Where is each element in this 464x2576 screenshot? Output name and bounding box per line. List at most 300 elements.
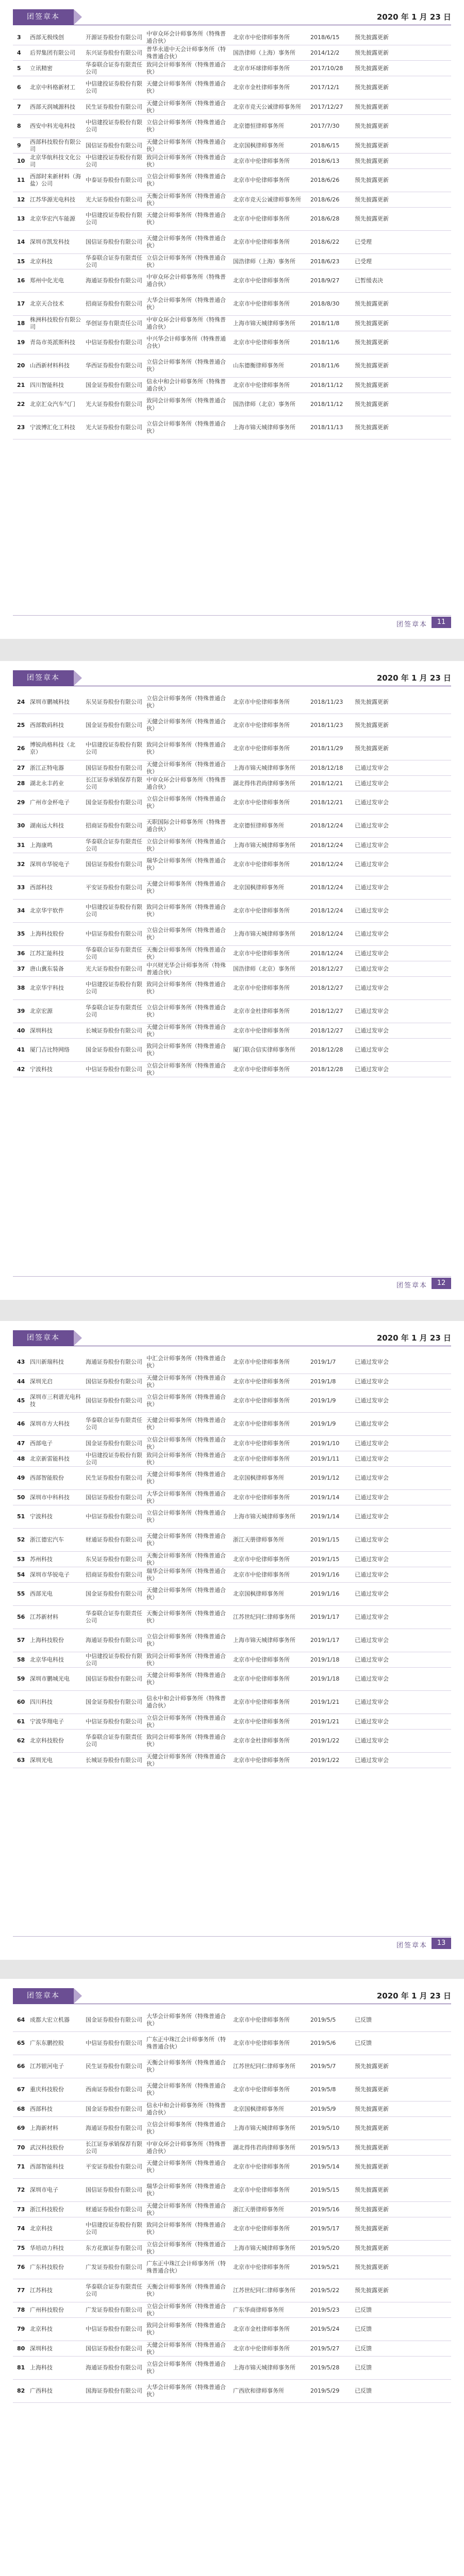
table-row: [13, 1714, 451, 1730]
cell-company: 江苏科技: [28, 2279, 84, 2302]
cell-status: 已通过发审会: [353, 815, 451, 838]
cell-accountant: 致同会计师事务所（特殊普通合伙）: [145, 61, 231, 76]
cell-status: 预先披露更新: [353, 293, 451, 316]
cell-law-firm: 北京市中伦律师事务所: [231, 853, 309, 876]
table-row: [13, 1374, 451, 1389]
cell-no: 53: [13, 1552, 28, 1567]
cell-company: 广州科技股份: [28, 2302, 84, 2318]
cell-status: 预先披露更新: [353, 416, 451, 439]
cell-date: 2018/12/24: [309, 900, 353, 923]
cell-company: 广西科技: [28, 2380, 84, 2403]
cell-accountant: 瑞华会计师事务所（特殊普通合伙）: [145, 2179, 231, 2202]
cell-company: 北京华宏汽车能源: [28, 208, 84, 231]
cell-company: 西部智能股份: [28, 1467, 84, 1490]
cell-accountant: 天健会计师事务所（特殊普通合伙）: [145, 1583, 231, 1606]
cell-accountant: 天健会计师事务所（特殊普通合伙）: [145, 208, 231, 231]
cell-no: 4: [13, 45, 28, 61]
table-row: [13, 838, 451, 853]
document-page: [0, 0, 464, 639]
cell-sponsor: 东吴证券股份有限公司: [84, 691, 145, 714]
cell-no: 13: [13, 208, 28, 231]
cell-company: 湖南远大科技: [28, 815, 84, 838]
cell-status: 已反馈: [353, 2009, 451, 2032]
cell-no: 22: [13, 393, 28, 416]
cell-status: 已通过发审会: [353, 1714, 451, 1730]
cell-company: 厦门吉比特网络: [28, 1039, 84, 1062]
cell-no: 49: [13, 1467, 28, 1490]
cell-date: 2018/6/26: [309, 192, 353, 208]
cell-no: 27: [13, 760, 28, 776]
cell-law-firm: 北京市中伦律师事务所: [231, 2256, 309, 2279]
cell-law-firm: 北京德恒律师事务所: [231, 815, 309, 838]
page-gap: [0, 1960, 464, 1979]
cell-date: 2019/1/16: [309, 1567, 353, 1583]
cell-company: 立讯精密: [28, 61, 84, 76]
cell-company: 北京宏源: [28, 1000, 84, 1023]
cell-accountant: 立信会计师事务所（特殊普通合伙）: [145, 923, 231, 946]
cell-status: 预先披露更新: [353, 2279, 451, 2302]
cell-date: 2018/12/28: [309, 1062, 353, 1077]
cell-no: 33: [13, 876, 28, 900]
cell-no: 63: [13, 1753, 28, 1768]
cell-law-firm: 北京市中伦律师事务所: [231, 1668, 309, 1691]
page-footer: [13, 1276, 451, 1291]
cell-status: 已通过发审会: [353, 838, 451, 853]
cell-status: 已通过发审会: [353, 1552, 451, 1567]
table-row: [13, 1567, 451, 1583]
cell-accountant: 天健会计师事务所（特殊普通合伙）: [145, 1529, 231, 1552]
cell-no: 35: [13, 923, 28, 946]
table-row: [13, 923, 451, 946]
table-row: [13, 714, 451, 737]
header-date: 2020 年 1 月 23 日: [376, 1991, 451, 2001]
cell-status: 预先披露更新: [353, 2256, 451, 2279]
cell-no: 58: [13, 1652, 28, 1668]
cell-sponsor: 招商证券股份有限公司: [84, 1567, 145, 1583]
cell-law-firm: 北京市中伦律师事务所: [231, 1374, 309, 1389]
cell-company: 北京天合技术: [28, 293, 84, 316]
table-row: [13, 2256, 451, 2279]
footer-divider: [13, 1276, 451, 1277]
cell-accountant: 天衡会计师事务所（特殊普通合伙）: [145, 1606, 231, 1629]
table-row: [13, 2055, 451, 2078]
cell-law-firm: 北京德恒律师事务所: [231, 115, 309, 138]
cell-sponsor: 国金证券股份有限公司: [84, 2102, 145, 2117]
cell-no: 24: [13, 691, 28, 714]
table-row: [13, 2241, 451, 2256]
cell-accountant: 立信会计师事务所（特殊普通合伙）: [145, 791, 231, 815]
cell-status: 已通过发审会: [353, 1529, 451, 1552]
table-row: [13, 1467, 451, 1490]
cell-company: 郑州中化光电: [28, 269, 84, 293]
table-row: [13, 1652, 451, 1668]
cell-law-firm: 北京市中伦律师事务所: [231, 791, 309, 815]
table-row: [13, 99, 451, 115]
cell-accountant: 中审众环会计师事务所（特殊普通合伙）: [145, 776, 231, 791]
table-row: [13, 977, 451, 1000]
cell-status: 预先披露更新: [353, 138, 451, 154]
cell-law-firm: 山东德衡律师事务所: [231, 354, 309, 378]
cell-law-firm: 江苏世纪同仁律师事务所: [231, 1606, 309, 1629]
cell-accountant: 致同会计师事务所（特殊普通合伙）: [145, 737, 231, 760]
table-row: [13, 2009, 451, 2032]
table-row: [13, 760, 451, 776]
cell-company: 浙江德宏汽车: [28, 1529, 84, 1552]
cell-status: 预先披露更新: [353, 2179, 451, 2202]
cell-no: 10: [13, 154, 28, 169]
cell-company: 深圳市华锐电子: [28, 1567, 84, 1583]
table-row: [13, 1451, 451, 1467]
cell-no: 37: [13, 961, 28, 977]
cell-date: 2019/1/15: [309, 1552, 353, 1567]
cell-sponsor: 财通证券股份有限公司: [84, 1529, 145, 1552]
cell-law-firm: 北京市中伦律师事务所: [231, 331, 309, 354]
cell-sponsor: 中信证券股份有限公司: [84, 2032, 145, 2055]
cell-company: 湖北永丰药业: [28, 776, 84, 791]
cell-status: 已通过发审会: [353, 760, 451, 776]
cell-date: 2019/5/22: [309, 2279, 353, 2302]
cell-status: 预先披露更新: [353, 2156, 451, 2179]
cell-status: 已通过发审会: [353, 1583, 451, 1606]
cell-status: 已反馈: [353, 2032, 451, 2055]
cell-no: 39: [13, 1000, 28, 1023]
cell-date: 2018/6/23: [309, 254, 353, 269]
cell-accountant: 中汇会计师事务所（特殊普通合伙）: [145, 1351, 231, 1374]
cell-accountant: 立信会计师事务所（特殊普通合伙）: [145, 169, 231, 192]
cell-status: 已通过发审会: [353, 1039, 451, 1062]
cell-law-firm: 国浩律师（北京）事务所: [231, 961, 309, 977]
table-row: [13, 2078, 451, 2102]
cell-company: 上海新材料: [28, 2117, 84, 2140]
cell-company: 北京科技股份: [28, 1730, 84, 1753]
cell-status: 已通过发审会: [353, 1691, 451, 1714]
table-row: [13, 946, 451, 961]
cell-sponsor: 华泰联合证券有限责任公司: [84, 2279, 145, 2302]
cell-company: 成都大宏立机器: [28, 2009, 84, 2032]
page-header: [13, 9, 451, 25]
cell-accountant: 致同会计师事务所（特殊普通合伙）: [145, 1039, 231, 1062]
cell-accountant: 信永中和会计师事务所（特殊普通合伙）: [145, 1691, 231, 1714]
cell-accountant: 致同会计师事务所（特殊普通合伙）: [145, 2217, 231, 2241]
cell-no: 15: [13, 254, 28, 269]
cell-no: 66: [13, 2055, 28, 2078]
table-row: [13, 1583, 451, 1606]
cell-company: 北京华宇科技: [28, 977, 84, 1000]
cell-sponsor: 中信建投证券股份有限公司: [84, 154, 145, 169]
cell-no: 48: [13, 1451, 28, 1467]
cell-no: 9: [13, 138, 28, 154]
cell-date: 2019/5/16: [309, 2202, 353, 2217]
cell-status: 已通过发审会: [353, 1606, 451, 1629]
cell-law-firm: 北京市中伦律师事务所: [231, 231, 309, 254]
cell-accountant: 天健会计师事务所（特殊普通合伙）: [145, 1467, 231, 1490]
cell-status: 已通过发审会: [353, 1389, 451, 1413]
cell-date: 2019/5/6: [309, 2032, 353, 2055]
page-gap: [0, 639, 464, 661]
cell-accountant: 立信会计师事务所（特殊普通合伙）: [145, 1062, 231, 1077]
cell-no: 76: [13, 2256, 28, 2279]
cell-status: 预先披露更新: [353, 115, 451, 138]
cell-sponsor: 华泰联合证券有限责任公司: [84, 1000, 145, 1023]
table-row: [13, 331, 451, 354]
table-row: [13, 2357, 451, 2380]
cell-accountant: 致同会计师事务所（特殊普通合伙）: [145, 1652, 231, 1668]
cell-no: 50: [13, 1490, 28, 1505]
table-row: [13, 1023, 451, 1039]
cell-accountant: 天健会计师事务所（特殊普通合伙）: [145, 760, 231, 776]
table-row: [13, 269, 451, 293]
cell-sponsor: 中信建投证券股份有限公司: [84, 737, 145, 760]
cell-company: 浙江正特电器: [28, 760, 84, 776]
registry-table: [13, 2009, 451, 2403]
cell-company: 上海科技股份: [28, 923, 84, 946]
table-row: [13, 2318, 451, 2341]
cell-law-firm: 湖北得伟君尚律师事务所: [231, 776, 309, 791]
cell-accountant: 大华会计师事务所（特殊普通合伙）: [145, 2009, 231, 2032]
cell-company: 北京科技: [28, 2318, 84, 2341]
cell-law-firm: 北京市中伦律师事务所: [231, 1413, 309, 1436]
cell-no: 71: [13, 2156, 28, 2179]
cell-law-firm: 上海市锦天城律师事务所: [231, 923, 309, 946]
cell-date: 2019/1/11: [309, 1451, 353, 1467]
cell-law-firm: 北京市中伦律师事务所: [231, 1567, 309, 1583]
cell-no: 8: [13, 115, 28, 138]
table-row: [13, 2302, 451, 2318]
cell-date: 2019/1/7: [309, 1351, 353, 1374]
cell-date: 2018/12/21: [309, 791, 353, 815]
cell-sponsor: 中信证券股份有限公司: [84, 2318, 145, 2341]
footer-label: 团签章本: [396, 1942, 427, 1950]
cell-sponsor: 广发证券股份有限公司: [84, 2302, 145, 2318]
cell-company: 西部科技: [28, 876, 84, 900]
cell-law-firm: 北京市中伦律师事务所: [231, 2032, 309, 2055]
cell-status: 预先披露更新: [353, 331, 451, 354]
cell-status: 预先披露更新: [353, 2055, 451, 2078]
cell-sponsor: 中信建投证券股份有限公司: [84, 900, 145, 923]
cell-no: 54: [13, 1567, 28, 1583]
cell-sponsor: 长江证券承销保荐有限公司: [84, 776, 145, 791]
cell-law-firm: 上海市锦天城律师事务所: [231, 416, 309, 439]
cell-status: 预先披露更新: [353, 737, 451, 760]
cell-no: 68: [13, 2102, 28, 2117]
cell-sponsor: 国金证券股份有限公司: [84, 378, 145, 393]
cell-law-firm: 北京市中伦律师事务所: [231, 208, 309, 231]
cell-sponsor: 华泰联合证券有限责任公司: [84, 1606, 145, 1629]
page-number: 12: [432, 1278, 451, 1289]
cell-sponsor: 国信证券股份有限公司: [84, 1389, 145, 1413]
cell-accountant: 中兴华会计师事务所（特殊普通合伙）: [145, 331, 231, 354]
cell-no: 16: [13, 269, 28, 293]
cell-sponsor: 民生证券股份有限公司: [84, 99, 145, 115]
cell-sponsor: 华泰联合证券有限责任公司: [84, 1413, 145, 1436]
page-footer: [13, 1936, 451, 1951]
cell-company: 北京华电科技: [28, 1652, 84, 1668]
cell-no: 14: [13, 231, 28, 254]
table-row: [13, 1351, 451, 1374]
cell-status: 已反馈: [353, 2357, 451, 2380]
cell-date: 2019/5/15: [309, 2179, 353, 2202]
cell-date: 2019/5/7: [309, 2055, 353, 2078]
table-row: [13, 2341, 451, 2357]
cell-date: 2019/5/13: [309, 2140, 353, 2156]
cell-sponsor: 华泰联合证券有限责任公司: [84, 838, 145, 853]
cell-date: 2019/1/9: [309, 1389, 353, 1413]
table-row: [13, 416, 451, 439]
cell-sponsor: 西南证券股份有限公司: [84, 2078, 145, 2102]
cell-sponsor: 中信建投证券股份有限公司: [84, 208, 145, 231]
cell-law-firm: 北京市中伦律师事务所: [231, 977, 309, 1000]
cell-company: 深圳市凯发科技: [28, 231, 84, 254]
header-date: 2020 年 1 月 23 日: [376, 12, 451, 22]
cell-no: 18: [13, 316, 28, 331]
cell-accountant: 立信会计师事务所（特殊普通合伙）: [145, 416, 231, 439]
cell-law-firm: 北京市中伦律师事务所: [231, 293, 309, 316]
header-date: 2020 年 1 月 23 日: [376, 1333, 451, 1343]
cell-no: 19: [13, 331, 28, 354]
cell-no: 61: [13, 1714, 28, 1730]
footer-divider: [13, 1936, 451, 1937]
cell-law-firm: 国浩律师（北京）事务所: [231, 393, 309, 416]
cell-accountant: 天衡会计师事务所（特殊普通合伙）: [145, 2279, 231, 2302]
table-row: [13, 1753, 451, 1768]
cell-law-firm: 北京市中伦律师事务所: [231, 2078, 309, 2102]
table-row: [13, 853, 451, 876]
cell-accountant: 天衡会计师事务所（特殊普通合伙）: [145, 192, 231, 208]
cell-law-firm: 江苏世纪同仁律师事务所: [231, 2055, 309, 2078]
table-row: [13, 1000, 451, 1023]
cell-accountant: 立信会计师事务所（特殊普通合伙）: [145, 354, 231, 378]
cell-sponsor: 东方花旗证券有限公司: [84, 2241, 145, 2256]
cell-company: 广东科技股份: [28, 2256, 84, 2279]
cell-company: 宁波博汇化工科技: [28, 416, 84, 439]
cell-status: 已通过发审会: [353, 791, 451, 815]
table-row: [13, 393, 451, 416]
cell-date: 2018/12/24: [309, 946, 353, 961]
cell-status: 预先披露更新: [353, 99, 451, 115]
cell-company: 山西新材料科技: [28, 354, 84, 378]
header-date: 2020 年 1 月 23 日: [376, 673, 451, 683]
cell-sponsor: 民生证券股份有限公司: [84, 1467, 145, 1490]
table-row: [13, 1505, 451, 1529]
cell-date: 2019/5/17: [309, 2217, 353, 2241]
cell-date: 2019/1/14: [309, 1490, 353, 1505]
cell-sponsor: 中信建投证券股份有限公司: [84, 1451, 145, 1467]
cell-status: 预先披露更新: [353, 2140, 451, 2156]
cell-company: 上海康鸣: [28, 838, 84, 853]
page-header: [13, 1330, 451, 1346]
cell-no: 64: [13, 2009, 28, 2032]
page-number: 11: [432, 617, 451, 628]
cell-sponsor: 光大证券股份有限公司: [84, 393, 145, 416]
cell-sponsor: 华泰联合证券有限责任公司: [84, 61, 145, 76]
cell-status: 已通过发审会: [353, 1436, 451, 1451]
cell-date: 2019/5/27: [309, 2341, 353, 2357]
cell-status: 预先披露更新: [353, 691, 451, 714]
cell-date: 2018/12/24: [309, 923, 353, 946]
cell-law-firm: 北京市中伦律师事务所: [231, 2156, 309, 2179]
cell-date: 2019/1/18: [309, 1652, 353, 1668]
cell-law-firm: 湖北得伟君尚律师事务所: [231, 2140, 309, 2156]
table-row: [13, 1629, 451, 1652]
cell-date: 2018/6/22: [309, 231, 353, 254]
table-row: [13, 1039, 451, 1062]
cell-date: 2018/6/26: [309, 169, 353, 192]
cell-no: 32: [13, 853, 28, 876]
cell-law-firm: 北京市金杜律师事务所: [231, 1000, 309, 1023]
cell-sponsor: 海通证券股份有限公司: [84, 2357, 145, 2380]
cell-sponsor: 华泰联合证券有限责任公司: [84, 946, 145, 961]
cell-status: 已通过发审会: [353, 1652, 451, 1668]
cell-sponsor: 国信证券股份有限公司: [84, 138, 145, 154]
cell-date: 2018/9/27: [309, 269, 353, 293]
page-gap: [0, 1300, 464, 1321]
cell-date: 2019/5/28: [309, 2357, 353, 2380]
cell-accountant: 天健会计师事务所（特殊普通合伙）: [145, 99, 231, 115]
cell-no: 40: [13, 1023, 28, 1039]
cell-company: 深圳科技: [28, 1023, 84, 1039]
cell-company: 西部无极线创: [28, 30, 84, 45]
cell-status: 已通过发审会: [353, 977, 451, 1000]
cell-sponsor: 国金证券股份有限公司: [84, 791, 145, 815]
cell-company: 西部时来新材料（海盐）公司: [28, 169, 84, 192]
cell-status: 预先披露更新: [353, 714, 451, 737]
cell-no: 30: [13, 815, 28, 838]
cell-company: 青岛市英派斯科技: [28, 331, 84, 354]
cell-law-firm: 北京市中伦律师事务所: [231, 900, 309, 923]
cell-no: 20: [13, 354, 28, 378]
cell-date: 2019/1/21: [309, 1714, 353, 1730]
cell-sponsor: 东吴证券股份有限公司: [84, 1552, 145, 1567]
table-row: [13, 2202, 451, 2217]
cell-company: 深圳市鹏城科技: [28, 691, 84, 714]
cell-company: 广州市金杯电子: [28, 791, 84, 815]
cell-accountant: 立信会计师事务所（特殊普通合伙）: [145, 254, 231, 269]
cell-no: 72: [13, 2179, 28, 2202]
cell-date: 2019/1/12: [309, 1467, 353, 1490]
cell-no: 25: [13, 714, 28, 737]
cell-law-firm: 上海市锦天城律师事务所: [231, 2117, 309, 2140]
cell-no: 77: [13, 2279, 28, 2302]
cell-law-firm: 北京市中伦律师事务所: [231, 946, 309, 961]
cell-date: 2019/1/14: [309, 1505, 353, 1529]
page-number: 13: [432, 1938, 451, 1949]
footer-label: 团签章本: [396, 621, 427, 629]
cell-law-firm: 北京市金杜律师事务所: [231, 76, 309, 99]
cell-company: 西部智能科技: [28, 2156, 84, 2179]
cell-company: 北京新雷能科技: [28, 1451, 84, 1467]
cell-status: 已受理: [353, 254, 451, 269]
cell-status: 预先披露更新: [353, 2078, 451, 2102]
cell-status: 已通过发审会: [353, 1490, 451, 1505]
cell-accountant: 天健会计师事务所（特殊普通合伙）: [145, 714, 231, 737]
cell-company: 博锐尚格科技（北京）: [28, 737, 84, 760]
table-row: [13, 1490, 451, 1505]
cell-law-firm: 北京市中伦律师事务所: [231, 1436, 309, 1451]
cell-sponsor: 中信建投证券股份有限公司: [84, 977, 145, 1000]
table-row: [13, 776, 451, 791]
cell-no: 51: [13, 1505, 28, 1529]
cell-company: 江苏银河电子: [28, 2055, 84, 2078]
cell-company: 深圳市华锐电子: [28, 853, 84, 876]
cell-sponsor: 长江证券承销保荐有限公司: [84, 2140, 145, 2156]
cell-law-firm: 上海市锦天城律师事务所: [231, 838, 309, 853]
cell-date: 2019/1/21: [309, 1691, 353, 1714]
cell-sponsor: 东兴证券股份有限公司: [84, 45, 145, 61]
cell-status: 已通过发审会: [353, 900, 451, 923]
cell-status: 已通过发审会: [353, 1753, 451, 1768]
cell-law-firm: 北京市中伦律师事务所: [231, 1023, 309, 1039]
cell-sponsor: 民生证券股份有限公司: [84, 2055, 145, 2078]
